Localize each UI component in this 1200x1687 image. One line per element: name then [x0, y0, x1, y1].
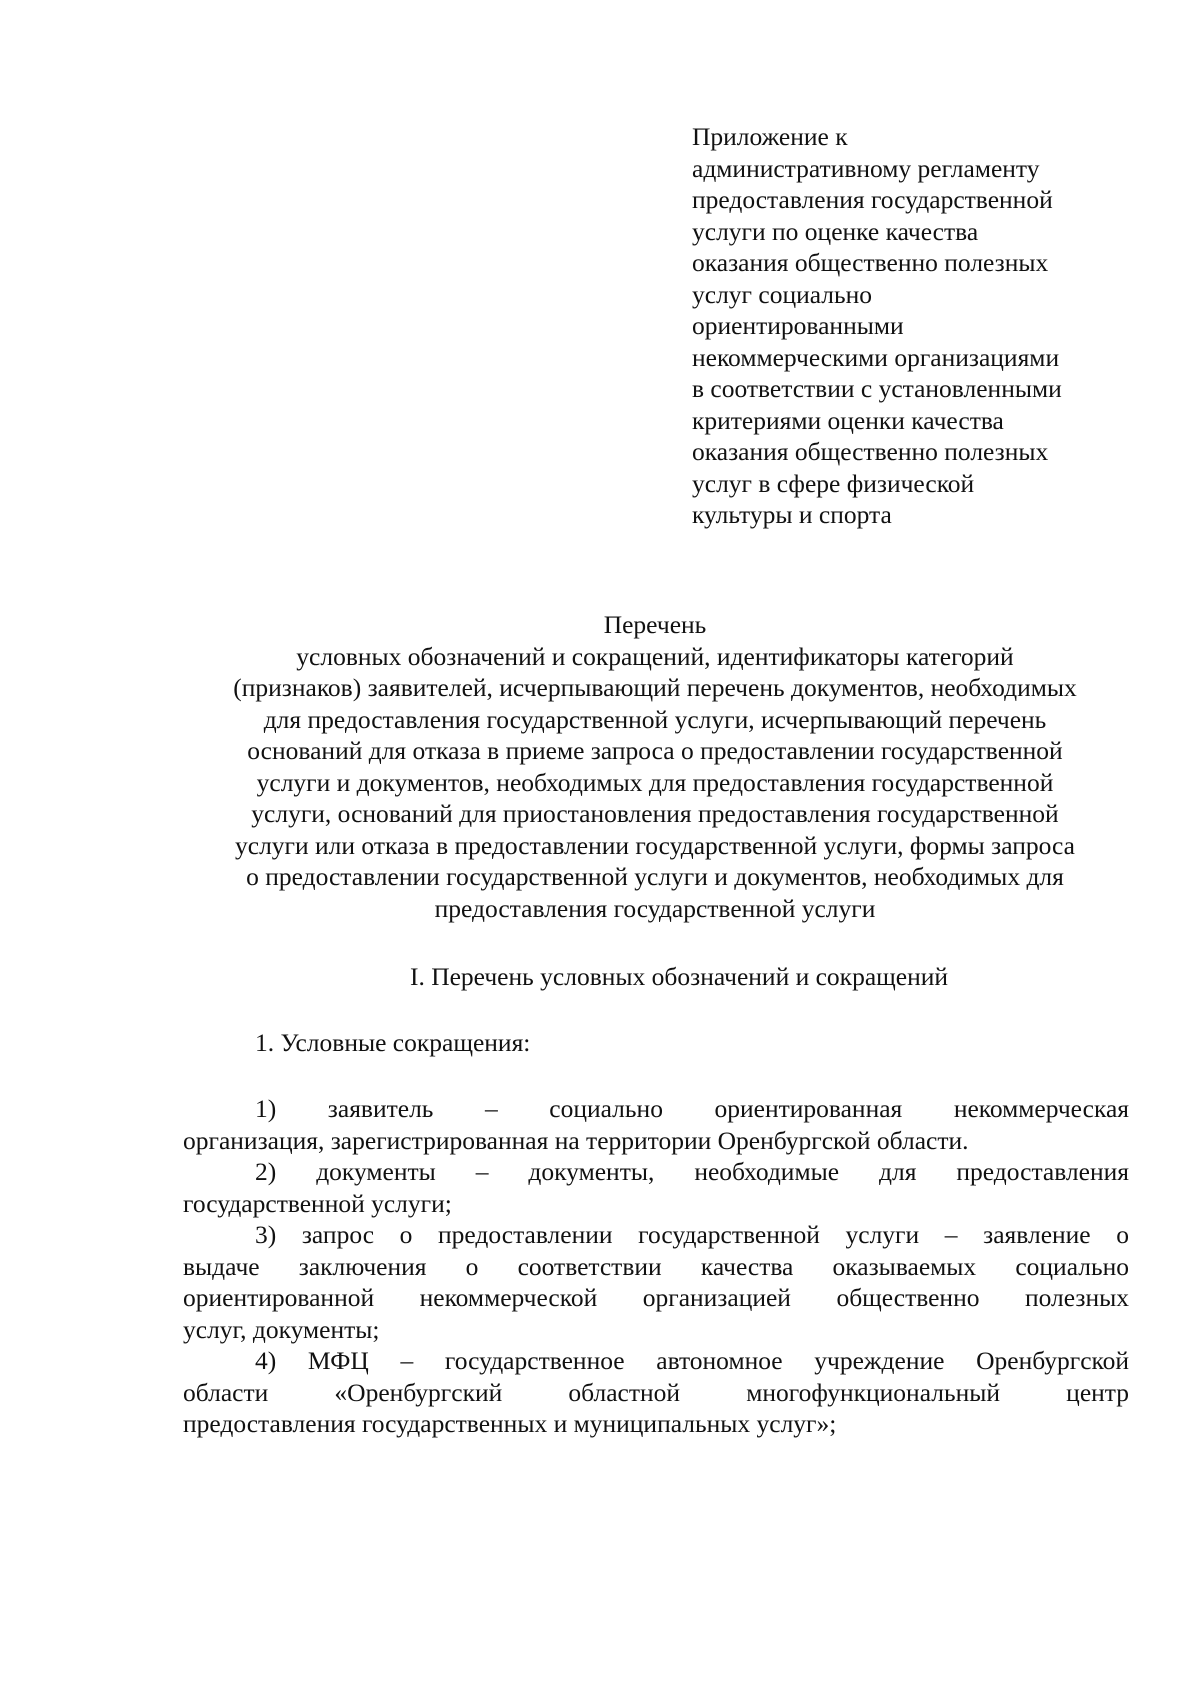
title-line: услуги, оснований для приостановления предоставления государственной	[251, 799, 1059, 828]
title-line: предоставления государственной услуги	[434, 893, 876, 923]
list-item-line: 4) МФЦ – государственное автономное учреждение Оренбургской	[255, 1346, 1129, 1375]
list-item-line: 1) заявитель – социально ориентированная некоммерческая	[255, 1094, 1129, 1123]
appendix-header	[692, 121, 1162, 531]
title-line: о предоставлении государственной услуги и документов, необходимых для	[246, 862, 1064, 891]
list-item-line: 2) документы – документы, необходимые для предоставления	[255, 1157, 1129, 1186]
section-heading: I. Перечень условных обозначений и сокращений	[409, 962, 949, 991]
title-line: оснований для отказа в приеме запроса о предоставлении государственной	[247, 736, 1063, 765]
subsection-heading: 1. Условные сокращения:	[255, 1028, 531, 1057]
appendix-line: оказания общественно полезных	[692, 437, 1049, 466]
title-line: (признаков) заявителей, исчерпывающий перечень документов, необходимых	[233, 673, 1077, 702]
list-item-line: услуг, документы;	[183, 1314, 380, 1344]
appendix-line: административному регламенту	[692, 153, 1040, 183]
appendix-line: услуги по оценке качества	[692, 216, 979, 246]
appendix-line: предоставления государственной	[692, 185, 1053, 214]
list-item-line: области «Оренбургский областной многофункциональный центр	[183, 1377, 1129, 1407]
appendix-line: в соответствии с установленными	[692, 374, 1062, 403]
title-line: услуги и документов, необходимых для предоставления государственной	[256, 767, 1054, 797]
appendix-line: оказания общественно полезных	[692, 248, 1049, 277]
appendix-line: услуг в сфере физической	[692, 468, 975, 498]
appendix-line: ориентированными	[692, 311, 904, 340]
title-line: услуги или отказа в предоставлении государственной услуги, формы запроса	[235, 830, 1075, 860]
document-title	[180, 609, 1130, 924]
title-line: условных обозначений и сокращений, идентификаторы категорий	[296, 641, 1014, 671]
list-item-line: государственной услуги;	[183, 1188, 452, 1218]
list-item-line: организация, зарегистрированная на территории Оренбургской области.	[183, 1125, 969, 1155]
appendix-line: некоммерческими организациями	[692, 342, 1060, 372]
list-item-line: 3) запрос о предоставлении государственной услуги – заявление о	[255, 1220, 1129, 1249]
appendix-line: критериями оценки качества	[692, 405, 1004, 435]
appendix-line: Приложение к	[692, 122, 848, 151]
appendix-line: культуры и спорта	[692, 500, 892, 529]
list-item-line: предоставления государственных и муниципальных услуг»;	[183, 1409, 837, 1438]
list-item-line: ориентированной некоммерческой организацией общественно полезных	[183, 1283, 1129, 1312]
title-line: для предоставления государственной услуги, исчерпывающий перечень	[263, 704, 1047, 734]
appendix-line: услуг социально	[692, 279, 873, 309]
abbreviations-list	[183, 1093, 1129, 1440]
list-item-line: выдаче заключения о соответствии качества оказываемых социально	[183, 1251, 1129, 1281]
title-line: Перечень	[603, 610, 707, 639]
